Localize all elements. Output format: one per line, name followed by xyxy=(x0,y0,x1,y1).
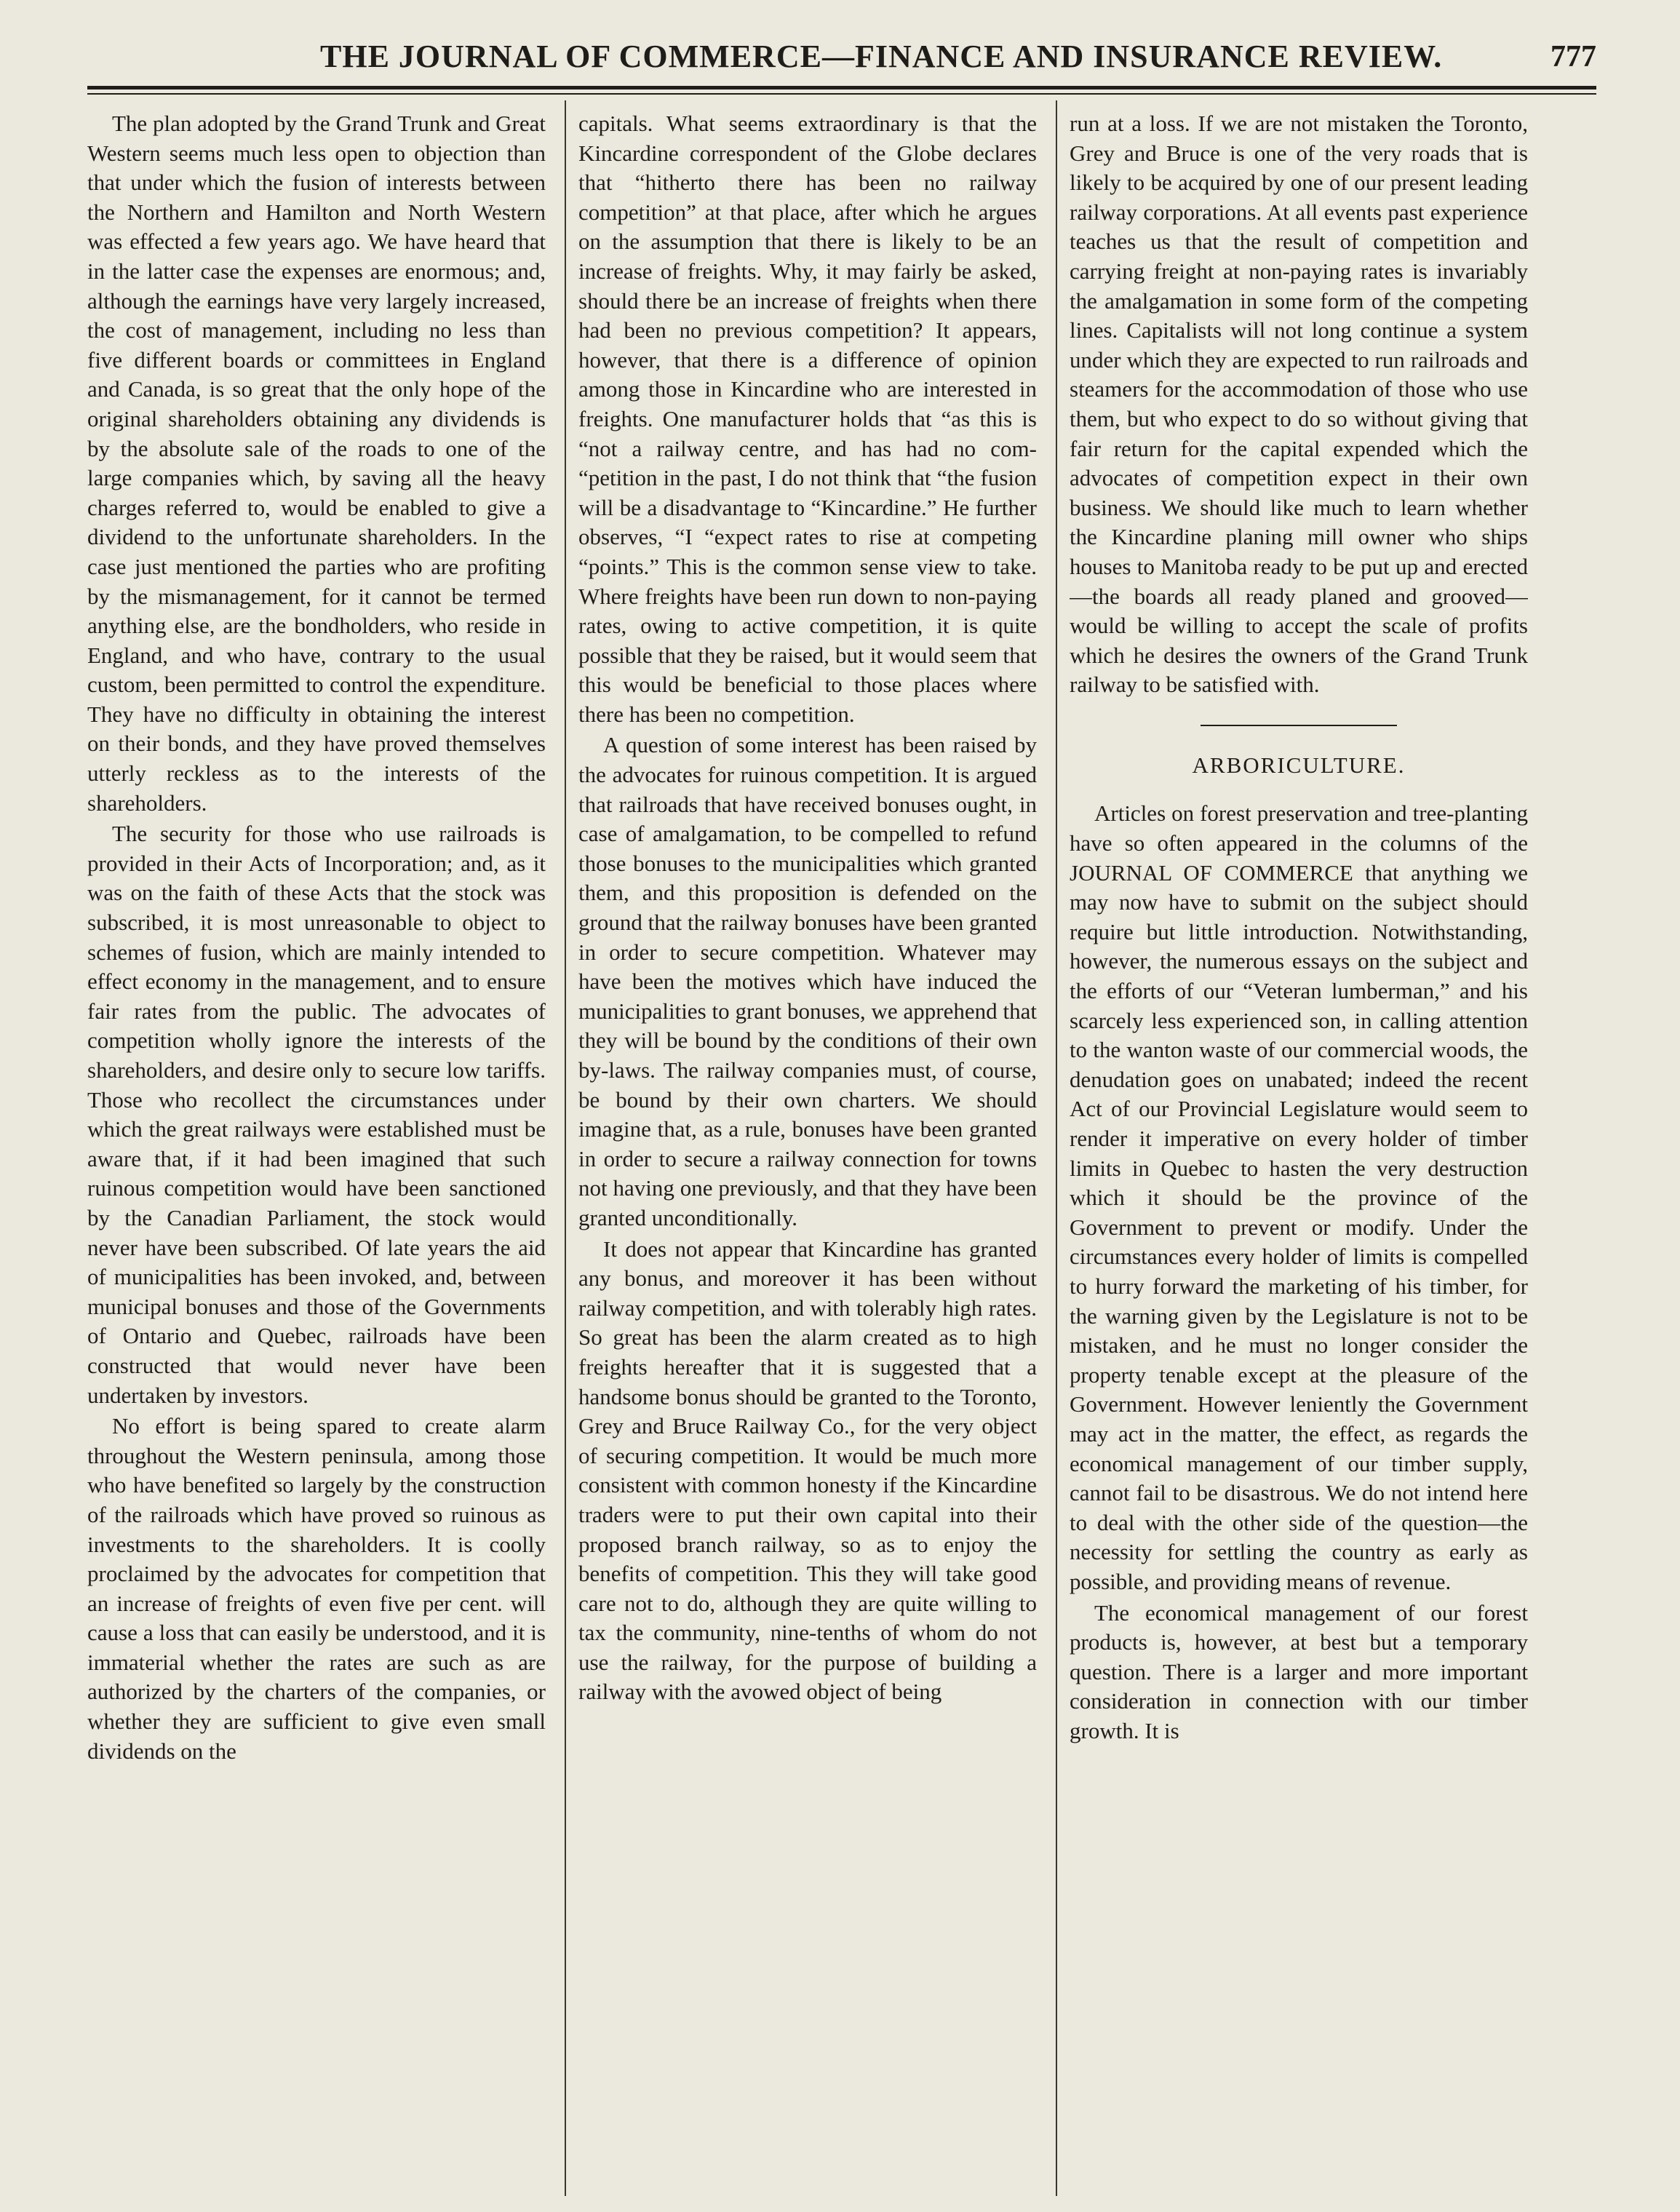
column-1 xyxy=(87,109,546,2176)
paragraph: The economical management of our forest products is, however, at best but a temporary question. There is a larger and more important consideration in connection with our timber growth. It is xyxy=(1070,1599,1528,1743)
paragraph: run at a loss. If we are not mistaken the Toronto, Grey and Bruce is one of the very roads that is likely to be acquired by one of our present leading railway corporations. At all events past experience teaches us that the result of competition and carrying freight at non-paying rates is invariably the amalgamation in some form of the competing lines. Capitalists will not long continue a system under which they are expected to run railroads and steamers for the accommodation of those who use them, but who expect to do so without giving that fair return for the capital expended which the advocates of competition expect in their own business. We should like much to learn whether the Kincardine planing mill owner who ships houses to Manitoba ready to be put up and erected—the boards all ready planed and grooved—would be willing to accept the scale of profits which he desires the owners of the Grand Trunk railway to be satisfied with. xyxy=(1070,111,1528,698)
column-2 xyxy=(578,109,1037,2176)
section-divider xyxy=(1201,725,1397,726)
paragraph: Articles on forest preservation and tree-planting have so often appeared in the columns of the JOURNAL OF COMMERCE that anything we may now have to submit on the subject should require but little introduction. Notwithstanding, however, the numerous essays on the subject and the efforts of our “Veteran lumberman,” and his scarcely less experienced son, in calling attention to the wanton waste of our commercial woods, the denudation goes on unabated; indeed the recent Act of our Provincial Legislature would seem to render it imperative on every holder of timber limits in Quebec to hasten the very destruction which it should be the province of the Government to prevent or modify. Under the circumstances every holder of limits is compelled to hurry forward the marketing of his timber, for the warning given by the Legislature is not to be mistaken, and he must no longer consider the property tenable except at the pleasure of the Government. However leniently the Government may act in the matter, the effect, as regards the economical management of our timber supply, cannot fail to be disastrous. We do not intend here to deal with the other side of the question—the necessity for settling the country as early as possible, and providing means of revenue. xyxy=(1070,800,1528,1594)
page-number: 777 xyxy=(1550,40,1596,73)
paragraph: The security for those who use railroads is provided in their Acts of Incorporation; and, as it was on the faith of these Acts that the stock was subscribed, it is most unreasonable to object to schemes of fusion, which are mainly intended to effect economy in the management, and to ensure fair rates from the public. The advocates of competition wholly ignore the interests of the shareholders, and desire only to secure low tariffs. Those who recollect the circumstances under which the great railways were established must be aware that, if it had been imagined that such ruinous competition would have been sanctioned by the Canadian Parliament, the stock would never have been subscribed. Of late years the aid of municipalities has been invoked, and, between municipal bonuses and those of the Governments of Ontario and Quebec, railroads have been constructed that would never have been undertaken by investors. xyxy=(87,821,546,1408)
column-divider xyxy=(1056,100,1057,2196)
paragraph: No effort is being spared to create alarm throughout the Western peninsula, among those who have benefited so largely by the construction of the railroads which have proved so ruinous as investments to the shareholders. It is coolly proclaimed by the advocates for competition that an increase of freights of even five per cent. will cause a loss that can easily be understood, and it is immaterial whether the rates are such as are authorized by the charters of the companies, or whether they are sufficient to give even small dividends on the xyxy=(87,1413,546,1764)
header-rule-thick xyxy=(87,86,1596,89)
paragraph: It does not appear that Kincardine has granted any bonus, and moreover it has been without railway competition, and with tolerably high rates. So great has been the alarm created as to high freights hereafter that it is suggested that a handsome bonus should be granted to the Toronto, Grey and Bruce Railway Co., for the very object of securing competition. It would be much more consistent with common honesty if the Kincardine traders were to put their own capital into their proposed branch railway, so as to enjoy the benefits of competition. This they will take good care not to do, although they are quite willing to tax the community, nine-tenths of whom do not use the railway, for the purpose of building a railway with the avowed object of being xyxy=(578,1236,1037,1705)
column-3 xyxy=(1070,109,1528,2176)
paragraph: The plan adopted by the Grand Trunk and Great Western seems much less open to objection than that under which the fusion of interests between the Northern and Hamilton and North Western was effected a few years ago. We have heard that in the latter case the expenses are enormous; and, although the earnings have very largely increased, the cost of management, including no less than five different boards or committees in England and Canada, is so great that the only hope of the original shareholders obtaining any dividends is by the absolute sale of the roads to one of the large companies which, by saving all the heavy charges referred to, would be enabled to give a dividend to the unfortunate shareholders. In the case just mentioned the parties who are profiting by the mismanagement, for it cannot be termed anything else, are the bondholders, who reside in England, and who have, contrary to the usual custom, been permitted to control the expenditure. They have no difficulty in obtaining the interest on their bonds, and they have proved themselves utterly reckless as to the interests of the shareholders. xyxy=(87,111,546,816)
page-header xyxy=(87,38,1596,89)
header-rule-thin xyxy=(87,93,1596,95)
column-divider xyxy=(565,100,566,2196)
paragraph: A question of some interest has been raised by the advocates for ruinous competition. It is argued that railroads that have received bonuses ought, in case of amalgamation, to be compelled to refund those bonuses to the municipalities which granted them, and this proposition is defended on the ground that the railway bonuses have been granted in order to secure competition. Whatever may have been the motives which have induced the municipalities to grant bonuses, we apprehend that they will be bound by the conditions of their own by-laws. The railway companies must, of course, be bound by their own charters. We should imagine that, as a rule, bonuses have been granted in order to secure a railway connection for towns not having one previously, and that they have been granted unconditionally. xyxy=(578,732,1037,1230)
section-heading: ARBORICULTURE. xyxy=(1192,752,1406,778)
paragraph: capitals. What seems extraordinary is that the Kincardine correspondent of the Globe declares that “hitherto there has been no railway competition” at that place, after which he argues on the assumption that there is likely to be an increase of freights. Why, it may fairly be asked, should there be an increase of freights when there had been no previous competition? It appears, however, that there is a difference of opinion among those in Kincardine who are interested in freights. One manufacturer holds that “as this is “not a railway centre, and has had no com- “petition in the past, I do not think that “the fusion will be a disadvantage to “Kincardine.” He further observes, “I “expect rates to rise at competing “points.” This is the common sense view to take. Where freights have been run down to non-paying rates, owing to active competition, it is quite possible that they be raised, but it would seem that this would be beneficial to those places where there has been no competition. xyxy=(578,111,1037,727)
running-title: THE JOURNAL OF COMMERCE—FINANCE AND INSURANCE REVIEW. xyxy=(320,39,1443,74)
